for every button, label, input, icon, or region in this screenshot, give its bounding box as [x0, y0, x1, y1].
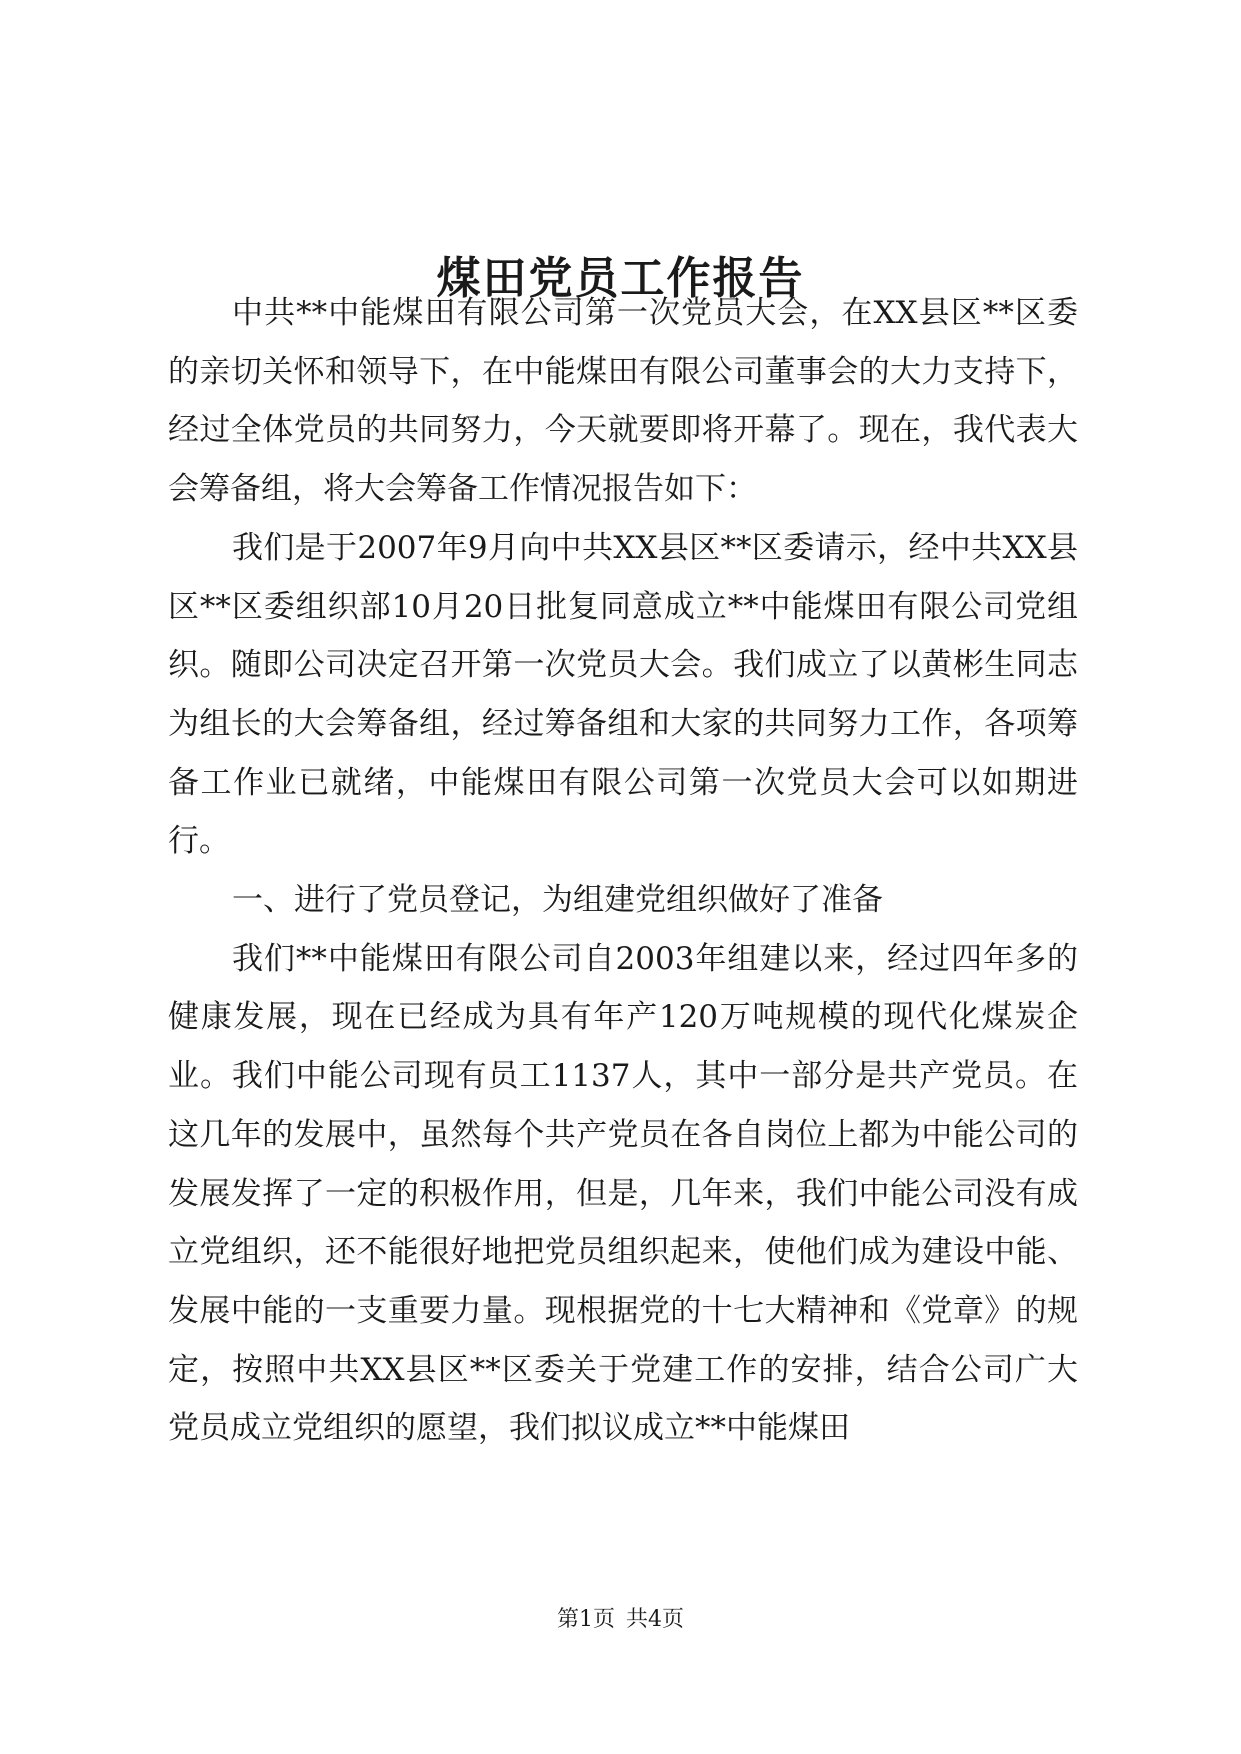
document-body — [168, 284, 1078, 1458]
paragraph-opening: 中共**中能煤田有限公司第一次党员大会，在XX县区**区委的亲切关怀和领导下，在中能煤田有限公司董事会的大力支持下，经过全体党员的共同努力，今天就要即将开幕了。现在，我代表大会筹备组，将大会筹备工作情况报告如下： — [168, 295, 1078, 508]
page-total: 共4页 — [626, 1607, 684, 1632]
paragraph-background: 我们是于2007年9月向中共XX县区**区委请示，经中共XX县区**区委组织部10月20日批复同意成立**中能煤田有限公司党组织。随即公司决定召开第一次党员大会。我们成立了以黄彬生同志为组长的大会筹备组，经过筹备组和大家的共同努力工作，各项筹备工作业已就绪，中能煤田有限公司第一次党员大会可以如期进行。 — [168, 529, 1078, 860]
paragraph-registration: 我们**中能煤田有限公司自2003年组建以来，经过四年多的健康发展，现在已经成为具有年产120万吨规模的现代化煤炭企业。我们中能公司现有员工1137人，其中一部分是共产党员。在这几年的发展中，虽然每个共产党员在各自岗位上都为中能公司的发展发挥了一定的积极作用，但是，几年来，我们中能公司没有成立党组织，还不能很好地把党员组织起来，使他们成为建设中能、发展中能的一支重要力量。现根据党的十七大精神和《党章》的规定，按照中共XX县区**区委关于党建工作的安排，结合公司广大党员成立党组织的愿望，我们拟议成立**中能煤田 — [168, 940, 1078, 1447]
section-heading-1: 一、进行了党员登记，为组建党组织做好了准备 — [232, 882, 883, 919]
document-title: 煤田党员工作报告 — [436, 253, 805, 305]
page-number: 第1页 — [557, 1607, 615, 1632]
page-footer — [0, 1605, 1241, 1635]
